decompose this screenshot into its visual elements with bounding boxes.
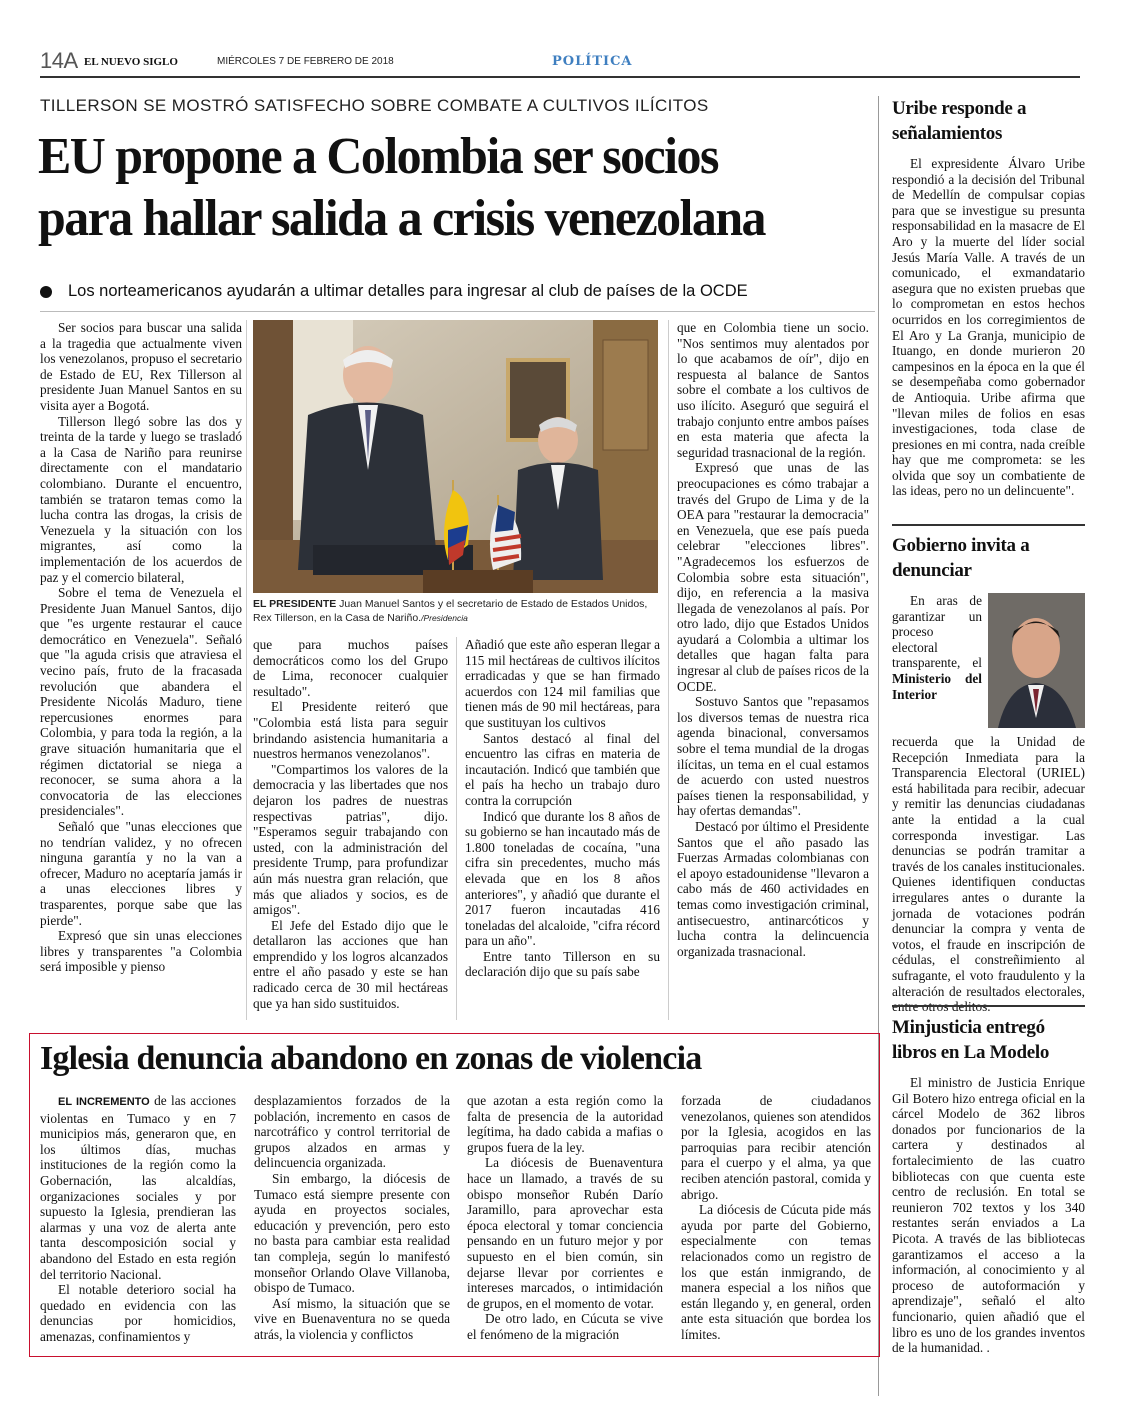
sidebar-title-gobierno: Gobierno invita a denunciar — [892, 535, 1030, 581]
newspaper-name: EL NUEVO SIGLO — [84, 56, 178, 68]
sidebar-text-minjusticia: El ministro de Justicia Enrique Gil Botero hizo entrega oficial en la cárcel Modelo de 362 libros donados por funcionarios de la cartera y destinados al fortalecimiento de las cuatro bibliotecas con que cuenta este centro de reclusión. En total se reunieron 702 textos y los 340 restantes serán enviados a La Picota. A través de las bibliotecas garantizamos el acceso a la información, al conocimiento y al proceso de autoformación y aprendizaje", señaló el alto funcionario, quien añadió que el libro es uno de los grandes inventos de la humanidad. . — [892, 1075, 1085, 1356]
paragraph: Sostuvo Santos que "repasamos los diversos temas de nuestra rica agenda binacional, conversamos sobre el tema mundial de la drogas ilícitas, un tema en el cual estamos de acuerdo con usted nuestros países tienen la responsabilidad, y hay ofertas demandas". — [677, 694, 869, 819]
sidebar-text-uribe: El expresidente Álvaro Uribe respondió a la decisión del Tribunal de Medellín de compulsar copias para que se investigue su presunta responsabilidad en la masacre de El Aro y la muerte del líder social Jesús María Valle. A través de un comunicado, el exmandatario asegura que no existen pruebas que lo comprometan en estos hechos ocurridos en los corregimientos de El Aro y La Granja, municipio de Ituango, en donde murieron 20 campesinos en la época en la que él se desempeñaba como gobernador de Antioquia. Uribe afirma que "llevan miles de folios en esas investigaciones, toda clase de presiones en mi contra, nada creíble hay que me comprometa: se les olvida que soy un combatiente de las ideas, pero no un delincuente". — [892, 156, 1085, 499]
caption-lead: EL PRESIDENTE — [253, 598, 337, 610]
box-column-4 — [681, 1093, 871, 1348]
paragraph: Ser socios para buscar una salida a la tragedia que actualmente viven los venezolanos, propuso el secretario de Estado de EU, Rex Tillerson al presidente Juan Manuel Santos en su visita ayer a Bogotá. — [40, 320, 242, 413]
header-rule — [40, 311, 875, 312]
paragraph: Sobre el tema de Venezuela el Presidente Juan Manuel Santos, dijo que "es urgente restaurar el cauce democrático en Venezuela". Señaló que "la aguda crisis que atraviesa el vecino país, fruto de la fracasada revolución que abandera el Presidente Nicolás Maduro, tiene repercusiones enormes para Colombia, y para toda la región, a la grave situación humanitaria que el régimen dictatorial se niega a reconocer, se suma ahora a la convocatoria de las elecciones presidenciales". — [40, 585, 242, 819]
headline — [38, 126, 849, 250]
photo-caption — [253, 597, 658, 625]
article-column-2 — [253, 637, 448, 1020]
paragraph: desplazamientos forzados de la población, incremento en casos de narcotráfico y control territorial de grupos alzados en armas y delincuencia organizada. — [254, 1093, 450, 1171]
box-column-2 — [254, 1093, 450, 1348]
paragraph: La diócesis de Cúcuta pide más ayuda por parte del Gobierno, especialmente con temas relacionados como un registro de los que están inmigrando, de manera especial a los niños que están llegando y, en general, orden ante esta situación que bordea los límites. — [681, 1202, 871, 1342]
paragraph: Añadió que este año esperan llegar a 115 mil hectáreas de cultivos ilícitos erradicadas y que se han firmado acuerdos con 124 mil familias que tienen más de 90 mil hectáreas, para que sustituyan los cultivos — [465, 637, 660, 730]
caption-text: Juan Manuel Santos y el secretario de Estado de Estados Unidos, Rex Tillerson, en la Casa de Nariño. — [253, 598, 648, 624]
meeting-photo-image — [253, 320, 658, 593]
minister-portrait-image — [988, 593, 1085, 728]
paragraph: La diócesis de Buenaventura hace un llamado, a través de su obispo monseñor Rubén Darío Jaramillo, para aprovechar esta época electoral y tomar conciencia pensando en un futuro mejor y por supuesto en el bien común, sin dejarse llevar por corrientes e intereses marcados, o intimidación de grupos, en el momento de votar. — [467, 1155, 663, 1311]
paragraph: Señaló que "unas elecciones que no tendrían validez, y no ofrecen ninguna garantía y no la van a ofrecer, Maduro no aceptaría jamás ir a unas elecciones libres y trasparentes, porque sabe que las pierde". — [40, 819, 242, 928]
paragraph: De otro lado, en Cúcuta se vive el fenómeno de la migración — [467, 1311, 663, 1342]
paragraph: Entre tanto Tillerson en su declaración dijo que su país sabe — [465, 948, 660, 980]
paragraph: Destacó por último el Presidente Santos que el año pasado las Fuerzas Armadas colombianas con el apoyo estadounidense "llevaron a cabo más de 460 actividades en temas como investigación criminal, antisecuestro, antinarcóticos y lucha contra la delincuencia organizada trasnacional. — [677, 819, 869, 959]
column-divider — [246, 320, 247, 1020]
paragraph: Indicó que durante los 8 años de su gobierno se han incautado más de 1.800 toneladas de cocaína, "una cifra sin precedentes, mucho más elevada que en los 8 años anteriores", y añadió que durante el 2017 fueron incautadas 416 toneladas del alcaloide, "cifra récord para un año". — [465, 808, 660, 949]
headline-line-1: EU propone a Colombia ser socios — [38, 128, 718, 185]
box-column-1: EL INCREMENTO de las acciones violentas en Tumaco y en 7 municipios más, generaron que, en los últimos días, muchas instituciones de la región como la Gobernación, las alcaldías, organizaciones sociales y por supuesto la Iglesia, prendieran las alarmas y una voz de alerta ante tanta descomposición social y abandono del Estado en esta región del territorio Nacional. El notable deterioro social ha quedado en evidencia con las denuncias por homicidios, amenazas, confinamientos y — [40, 1093, 236, 1344]
paragraph: El Jefe del Estado dijo que le detallaron las acciones que han emprendido y los logros alcanzados entre el año pasado y este se han radicado cerca de 30 mil hectáreas que ya han sido sustituidos. — [253, 917, 448, 1011]
column-divider — [668, 320, 669, 1020]
sidebar-title-uribe: Uribe responde a señalamientos — [892, 98, 1027, 144]
article-column-1 — [40, 320, 242, 1020]
sidebar-rule — [892, 524, 1085, 526]
paragraph: que en Colombia tiene un socio. "Nos sentimos muy alentados por lo que acabamos de oír", dijo en respuesta al balance de Santos sobre el combate a los cultivos de uso ilícito. Aseguró que seguirá el trabajo conjunto entre ambos países en esta materia que afecta la seguridad trasnacional de la región. — [677, 320, 869, 460]
article-photo — [253, 320, 658, 593]
caption-credit: /Presidencia — [421, 613, 468, 623]
page-number: 14A — [40, 48, 78, 73]
paragraph: Expresó que sin unas elecciones libres y transparentes "a Colombia será imposible y pienso — [40, 928, 242, 975]
subheadline-ocde: OCDE — [699, 282, 748, 300]
minister-portrait — [988, 593, 1085, 728]
paragraph: Así mismo, la situación que se vive en Buenaventura no se queda atrás, la violencia y conflictos — [254, 1295, 450, 1342]
paragraph: Sin embargo, la diócesis de Tumaco está siempre presente con ayuda en proyectos sociales, educación y prevención, pero esto no basta para cambiar esta realidad tan compleja, según lo manifestó monseñor Orlando Olave Villanoba, obispo de Tumaco. — [254, 1170, 450, 1296]
article-column-4 — [677, 320, 869, 1020]
masthead — [40, 50, 1080, 78]
column-divider — [456, 637, 457, 1020]
box-column-3 — [467, 1093, 663, 1348]
kicker: TILLERSON SE MOSTRÓ SATISFECHO SOBRE COMBATE A CULTIVOS ILÍCITOS — [40, 96, 709, 115]
subheadline-text: Los norteamericanos ayudarán a ultimar detalles para ingresar al club de países de la — [68, 282, 696, 300]
paragraph: que para muchos países democráticos como los del Grupo de Lima, reconocer cualquier resultado". — [253, 637, 448, 699]
sidebar-title-minjusticia: Minjusticia entregó libros en La Modelo — [892, 1017, 1050, 1063]
bullet-icon — [40, 286, 52, 298]
ministry-name: Ministerio del Interior — [892, 670, 982, 702]
article-column-3 — [465, 637, 660, 1020]
sidebar-text-gobierno: recuerda que la Unidad de Recepción Inmediata para la Transparencia Electoral (URIEL) está habilitada para recibir, adecuar y remitir las denuncias ciudadanas ante la entidad a la cual corresponda investigar. Las denuncias se podrán tramitar a través de los canales institucionales. Quienes identifiquen conductas irregulares antes o durante la jornada de votaciones podrán denunciar la compra y venta de votos, el fraude en inscripción de cédulas, el constreñimiento al sufragante, el voto fraudulento y la alteración de resultados electorales, — [892, 734, 1085, 999]
headline-line-2: para hallar salida a crisis venezolana — [38, 190, 765, 247]
box-lead: EL INCREMENTO — [58, 1096, 150, 1108]
issue-date: MIÉRCOLES 7 DE FEBRERO DE 2018 — [217, 56, 394, 67]
paragraph: "Compartimos los valores de la democracia y las libertades que nos dejaron los padres de nuestras respectivas patrias", dijo. "Esperamos seguir trabajando con usted, con la administración del presidente Trump, para profundizar aún más nuestra gran relación, que más que aliados y socios, es de amigos". — [253, 761, 448, 918]
paragraph: El Presidente reiteró que "Colombia está lista para seguir brindando asistencia humanitaria a nuestros hermanos venezolanos". — [253, 699, 448, 762]
paragraph: que azotan a esta región como la falta de presencia de la autoridad legítima, ha dado cabida a mafias o grupos fuera de la ley. — [467, 1093, 663, 1155]
paragraph: Santos destacó al final del encuentro las cifras en materia de incautación. Indicó que también que el país ha hecho un trabajo duro contra la corrupción — [465, 730, 660, 808]
boxed-story-title: Iglesia denuncia abandono en zonas de violencia — [40, 1040, 702, 1077]
sidebar-rule — [892, 1005, 1085, 1007]
subheadline — [40, 282, 875, 301]
sidebar-text-gobierno-intro: En aras de garantizar un proceso electoral transparente, el Ministerio del Interior — [892, 593, 982, 702]
paragraph: Expresó que unas de las preocupaciones es cómo trabajar a través del Grupo de Lima y de la OEA para "restaurar la democracia" en Venezuela, que ese país pueda celebrar "elecciones libres". "Agradecemos los esfuerzos de Colombia sobre esta situación", dijo, en referencia a la masiva llegada de venezolanos al país. Por otro lado, dijo que Estados Unidos ayudará a Colombia a ultimar los detalles que hagan falta para ingresar al club de países ricos de la OCDE. — [677, 460, 869, 694]
paragraph: forzada de ciudadanos venezolanos, quienes son atendidos por la Iglesia, acogidos en las parroquias para recibir atención para el cuerpo y el alma, ya que reciben atención pastoral, comida y abrigo. — [681, 1093, 871, 1202]
paragraph: El notable deterioro social ha quedado en evidencia con las denuncias por homicidios, amenazas, confinamientos y — [40, 1282, 236, 1344]
section-label: POLÍTICA — [552, 54, 633, 69]
paragraph: Tillerson llegó sobre las dos y treinta de la tarde y luego se trasladó a la Casa de Nariño para reunirse directamente con el mandatario colombiano. Durante el encuentro, también se trataron temas como la lucha contra las drogas, la crisis de Venezuela y la situación con los migrantes, así como la implementación de los acuerdos de paz y el comercio bilateral, — [40, 413, 242, 585]
